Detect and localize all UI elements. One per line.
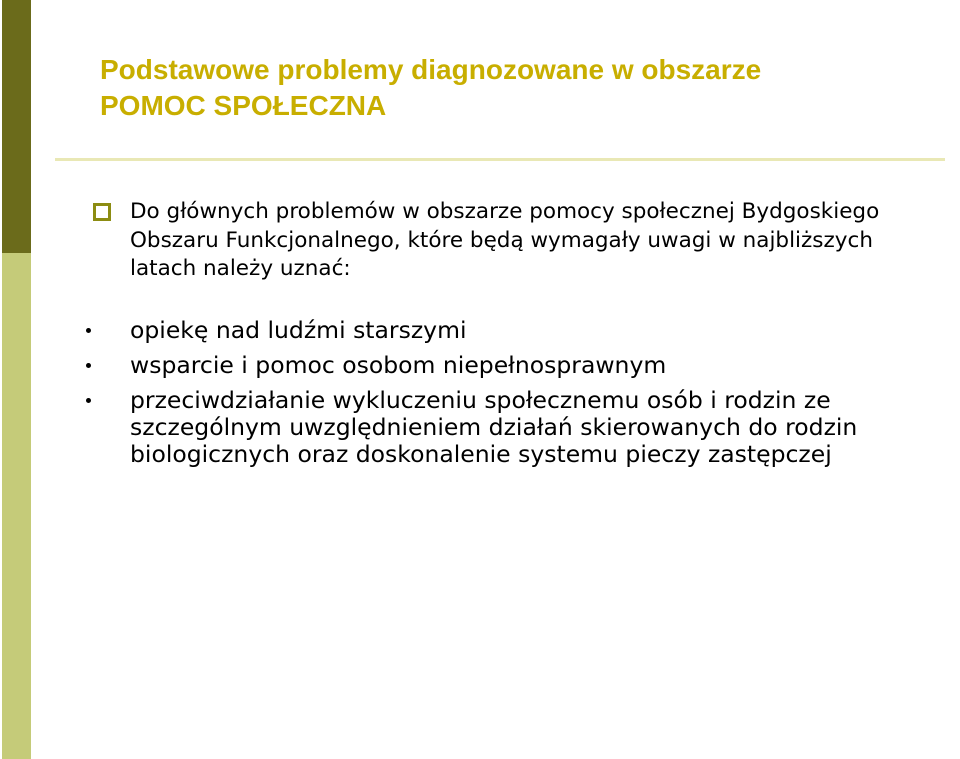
list-item-text: opiekę nad ludźmi starszymi: [130, 316, 467, 344]
list-item: [80, 317, 960, 344]
problem-list: [80, 317, 960, 476]
slide-title-line-2: POMOC SPOŁECZNA: [100, 90, 387, 121]
intro-paragraph: Do głównych problemów w obszarze pomocy społecznej Bydgoskiego Obszaru Funkcjonalnego, które będą wymagały uwagi w najbliższych latach należy uznać:: [130, 199, 880, 281]
list-item: [80, 387, 960, 468]
sidebar-dark-band: [2, 0, 31, 253]
bullet-dot-icon: [86, 328, 91, 333]
bullet-dot-icon: [86, 398, 91, 403]
sidebar-light-band: [2, 253, 31, 759]
sidebar-divider: [31, 0, 33, 759]
list-item-text: przeciwdziałanie wykluczeniu społecznemu osób i rodzin ze szczególnym uwzględnieniem działań skierowanych do rodzin biologicznych oraz doskonalenie systemu pieczy zastępczej: [130, 386, 858, 468]
list-item: [80, 352, 960, 379]
slide-title-line-1: Podstawowe problemy diagnozowane w obszarze: [100, 54, 762, 85]
bullet-dot-icon: [86, 363, 91, 368]
square-bullet-icon: [93, 203, 111, 221]
slide-title: [100, 52, 940, 124]
title-divider: [55, 158, 945, 161]
list-item-text: wsparcie i pomoc osobom niepełnosprawnym: [130, 351, 667, 379]
